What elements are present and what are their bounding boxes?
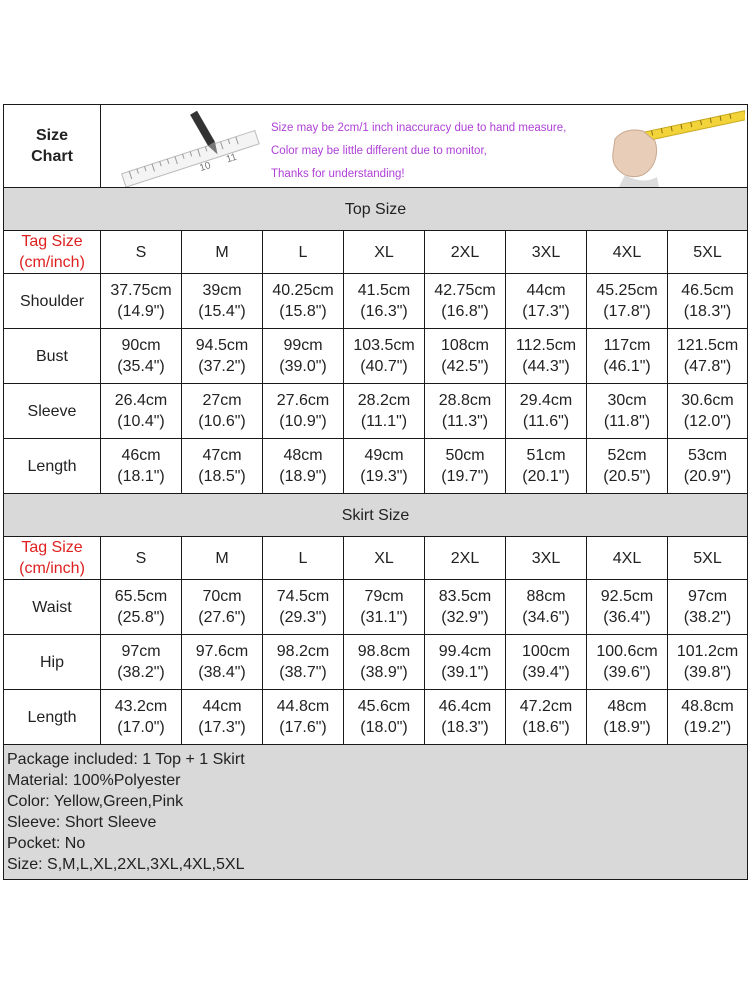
inch-value: (18.3") [441,719,489,736]
top-measure-cell [425,384,506,439]
size-chart-title [4,105,101,188]
inch-value: (38.9") [360,664,408,681]
top-size-header: 5XL [668,231,748,274]
top-size-header: M [182,231,263,274]
skirt-measure-row [4,580,748,635]
inch-value: (19.7") [441,468,489,485]
info-package: Package included: 1 Top + 1 Skirt [7,751,245,768]
skirt-measure-cell [263,635,344,690]
top-measure-cell [182,439,263,494]
skirt-size-header: 2XL [425,537,506,580]
top-size-header: 3XL [506,231,587,274]
skirt-measure-label: Waist [4,580,101,635]
inch-value: (17.3") [198,719,246,736]
cm-value: 94.5cm [195,337,249,354]
skirt-measure-cell [182,690,263,745]
skirt-measure-cell [101,635,182,690]
top-measure-cell [344,439,425,494]
top-measure-cell [344,329,425,384]
inch-value: (38.2") [683,609,732,626]
cm-value: 30cm [607,392,647,409]
skirt-size-header: 4XL [587,537,668,580]
cm-value: 46.5cm [681,282,734,299]
top-measure-cell [425,329,506,384]
inch-value: (36.4") [603,609,651,626]
cm-value: 112.5cm [515,337,577,354]
cm-value: 90cm [121,337,161,354]
top-size-header: S [101,231,182,274]
cm-value: 41.5cm [357,282,411,299]
skirt-measure-label: Hip [4,635,101,690]
inch-value: (20.5") [603,468,651,485]
product-info [4,745,748,880]
cm-value: 99cm [283,337,323,354]
ruler-pen-icon [111,105,261,187]
cm-value: 48.8cm [681,698,734,715]
top-measure-cell [344,274,425,329]
inch-value: (25.8") [117,609,165,626]
header-row [4,105,748,188]
top-size-header: XL [344,231,425,274]
skirt-size-header: XL [344,537,425,580]
skirt-measure-cell [668,690,748,745]
inch-value: (14.9") [117,303,165,320]
cm-value: 121.5cm [676,337,739,354]
cm-value: 45.25cm [596,282,658,299]
inch-value: (39.6") [603,664,651,681]
inch-value: (39.0") [279,358,327,375]
cm-value: 97cm [687,588,728,605]
inch-value: (39.8") [683,664,732,681]
top-measure-cell [182,329,263,384]
top-measure-cell [668,329,748,384]
size-chart-table [3,104,748,880]
cm-value: 103.5cm [353,337,415,354]
product-info-row [4,745,748,880]
skirt-tag-size-row [4,537,748,580]
inch-value: (17.0") [117,719,165,736]
info-color: Color: Yellow,Green,Pink [7,793,184,810]
skirt-measure-cell [425,690,506,745]
skirt-measure-cell [344,580,425,635]
tag-unit-text: (cm/inch) [19,254,85,271]
cm-value: 83.5cm [438,588,492,605]
top-size-heading: Top Size [4,188,748,231]
top-measure-cell [101,274,182,329]
cm-value: 43.2cm [114,698,168,715]
inch-value: (20.1") [522,468,570,485]
cm-value: 48cm [283,447,323,464]
inch-value: (10.4") [117,413,165,430]
inch-value: (15.8") [279,303,327,320]
top-measure-cell [263,384,344,439]
inch-value: (38.2") [117,664,165,681]
cm-value: 26.4cm [114,392,168,409]
inch-value: (12.0") [683,413,732,430]
ruler-number-11: 11 [224,151,239,166]
inch-value: (18.5") [198,468,246,485]
skirt-size-heading: Skirt Size [4,494,748,537]
skirt-size-header: M [182,537,263,580]
top-measure-cell [101,329,182,384]
cm-value: 108cm [440,337,490,354]
top-size-header: 2XL [425,231,506,274]
cm-value: 74.5cm [276,588,330,605]
top-measure-label: Length [4,439,101,494]
skirt-measure-cell [506,580,587,635]
top-tag-size-label [4,231,101,274]
inch-value: (15.4") [198,303,246,320]
cm-value: 47cm [202,447,242,464]
inch-value: (32.9") [441,609,489,626]
inch-value: (35.4") [117,358,165,375]
inch-value: (31.1") [360,609,408,626]
cm-value: 50cm [445,447,485,464]
skirt-measure-cell [425,580,506,635]
top-measure-cell [263,274,344,329]
top-measure-cell [587,274,668,329]
cm-value: 92.5cm [600,588,654,605]
cm-value: 30.6cm [681,392,734,409]
cm-value: 97.6cm [195,643,249,660]
skirt-measure-cell [101,690,182,745]
inch-value: (16.8") [441,303,489,320]
skirt-size-header: S [101,537,182,580]
inch-value: (16.3") [360,303,408,320]
inch-value: (20.9") [683,468,732,485]
inch-value: (11.6") [522,413,570,430]
cm-value: 47.2cm [519,698,573,715]
skirt-measure-cell [344,690,425,745]
inch-value: (39.1") [441,664,489,681]
note-line-2: Color may be little different due to monitor, [271,145,487,157]
inch-value: (18.6") [522,719,570,736]
top-size-section-row [4,188,748,231]
inch-value: (40.7") [360,358,408,375]
skirt-size-header: 3XL [506,537,587,580]
cm-value: 100cm [521,643,571,660]
inch-value: (39.4") [522,664,570,681]
top-measure-cell [506,384,587,439]
inch-value: (19.3") [360,468,408,485]
cm-value: 79cm [364,588,404,605]
cm-value: 29.4cm [519,392,573,409]
top-measure-cell [587,439,668,494]
cm-value: 46cm [121,447,161,464]
cm-value: 101.2cm [676,643,739,660]
top-measure-cell [182,384,263,439]
inch-value: (38.7") [279,664,327,681]
cm-value: 97cm [121,643,161,660]
skirt-measure-cell [587,580,668,635]
top-measure-cell [182,274,263,329]
cm-value: 53cm [687,447,728,464]
note-line-3: Thanks for understanding! [271,168,405,180]
inch-value: (10.6") [198,413,246,430]
cm-value: 44cm [526,282,566,299]
cm-value: 98.8cm [357,643,411,660]
top-tag-size-row [4,231,748,274]
inch-value: (17.8") [603,303,651,320]
note-line-1: Size may be 2cm/1 inch inaccuracy due to hand measure, [271,122,567,134]
cm-value: 46.4cm [438,698,492,715]
inch-value: (18.3") [683,303,732,320]
top-measure-cell [263,439,344,494]
top-measure-cell [506,274,587,329]
top-measure-row [4,439,748,494]
top-measure-cell [425,439,506,494]
cm-value: 28.2cm [357,392,411,409]
cm-value: 51cm [526,447,566,464]
skirt-measure-cell [263,690,344,745]
ruler-number-10: 10 [198,160,213,175]
skirt-measure-cell [587,690,668,745]
info-pocket: Pocket: No [7,835,86,852]
inch-value: (42.5") [441,358,489,375]
skirt-size-header: 5XL [668,537,748,580]
skirt-measure-cell [263,580,344,635]
top-size-header: L [263,231,344,274]
inch-value: (47.8") [683,358,732,375]
inch-value: (18.9") [603,719,651,736]
top-measure-cell [668,384,748,439]
cm-value: 52cm [607,447,647,464]
inch-value: (11.1") [360,413,408,430]
measure-notes [271,117,566,186]
top-measure-row [4,329,748,384]
title-line-2: Chart [31,148,73,165]
cm-value: 48cm [607,698,647,715]
cm-value: 44cm [202,698,242,715]
cm-value: 65.5cm [114,588,168,605]
skirt-measure-cell [506,690,587,745]
inch-value: (29.3") [279,609,327,626]
skirt-size-section-row [4,494,748,537]
skirt-tag-size-label [4,537,101,580]
top-size-header: 4XL [587,231,668,274]
info-material: Material: 100%Polyester [7,772,181,789]
top-measure-cell [587,329,668,384]
top-measure-cell [587,384,668,439]
info-sleeve: Sleeve: Short Sleeve [7,814,157,831]
cm-value: 37.75cm [110,282,172,299]
skirt-measure-row [4,635,748,690]
top-measure-cell [506,329,587,384]
cm-value: 27.6cm [276,392,330,409]
skirt-measure-cell [506,635,587,690]
cm-value: 44.8cm [276,698,330,715]
info-sizes: Size: S,M,L,XL,2XL,3XL,4XL,5XL [7,856,245,873]
cm-value: 39cm [202,282,242,299]
inch-value: (18.0") [360,719,408,736]
inch-value: (34.6") [522,609,570,626]
cm-value: 99.4cm [438,643,492,660]
measure-banner [101,105,748,188]
skirt-measure-label: Length [4,690,101,745]
inch-value: (44.3") [522,358,570,375]
top-measure-label: Bust [4,329,101,384]
title-line-1: Size [35,127,68,144]
skirt-measure-row [4,690,748,745]
inch-value: (11.8") [603,413,651,430]
inch-value: (17.3") [522,303,570,320]
top-measure-cell [506,439,587,494]
top-measure-cell [344,384,425,439]
skirt-size-header: L [263,537,344,580]
cm-value: 40.25cm [272,282,334,299]
skirt-measure-cell [668,635,748,690]
inch-value: (19.2") [683,719,732,736]
tag-size-text: Tag Size [21,233,83,250]
skirt-measure-cell [587,635,668,690]
cm-value: 98.2cm [276,643,330,660]
inch-value: (46.1") [603,358,651,375]
skirt-measure-cell [425,635,506,690]
top-measure-row [4,384,748,439]
cm-value: 42.75cm [434,282,496,299]
top-measure-cell [668,274,748,329]
cm-value: 70cm [202,588,242,605]
skirt-measure-cell [344,635,425,690]
skirt-measure-cell [668,580,748,635]
inch-value: (10.9") [279,413,327,430]
inch-value: (18.9") [279,468,327,485]
top-measure-cell [101,439,182,494]
cm-value: 27cm [202,392,242,409]
top-measure-cell [263,329,344,384]
top-measure-label: Shoulder [4,274,101,329]
inch-value: (27.6") [198,609,246,626]
top-measure-cell [101,384,182,439]
inch-value: (37.2") [198,358,246,375]
top-measure-row [4,274,748,329]
skirt-measure-cell [101,580,182,635]
inch-value: (11.3") [441,413,489,430]
cm-value: 100.6cm [596,643,658,660]
tape-measure-hand-icon [595,105,745,187]
cm-value: 28.8cm [438,392,492,409]
top-measure-label: Sleeve [4,384,101,439]
top-measure-cell [425,274,506,329]
tag-size-text: Tag Size [21,539,83,556]
cm-value: 88cm [526,588,566,605]
cm-value: 49cm [364,447,404,464]
inch-value: (17.6") [279,719,327,736]
inch-value: (38.4") [198,664,246,681]
top-measure-cell [668,439,748,494]
inch-value: (18.1") [117,468,165,485]
cm-value: 117cm [603,337,651,354]
tag-unit-text: (cm/inch) [19,560,85,577]
skirt-measure-cell [182,580,263,635]
skirt-measure-cell [182,635,263,690]
cm-value: 45.6cm [357,698,411,715]
